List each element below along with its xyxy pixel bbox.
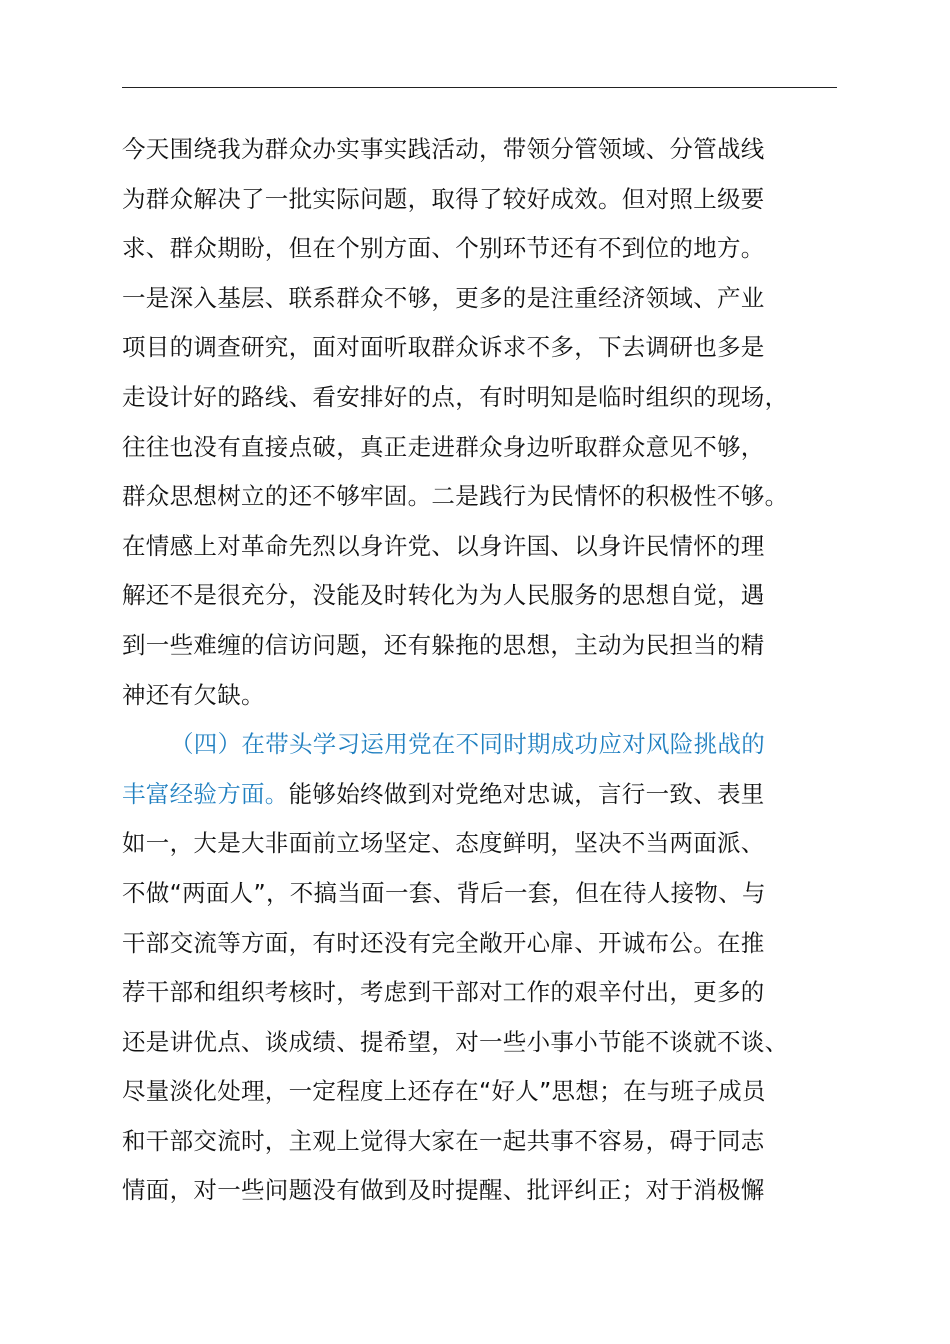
body-text-segment: 还是讲优点、谈成绩、提希望，对一些小事小节能不谈就不谈、 bbox=[122, 1027, 789, 1056]
text-line bbox=[122, 472, 862, 522]
text-line bbox=[122, 968, 862, 1018]
body-text-segment: 求、群众期盼，但在个别方面、个别环节还有不到位的地方。 bbox=[122, 234, 765, 263]
body-text-segment: 干部交流等方面，有时还没有完全敞开心扉、开诚布公。在推 bbox=[122, 928, 765, 957]
text-line bbox=[122, 373, 862, 423]
body-text-segment: 一是深入基层、联系群众不够，更多的是注重经济领域、产业 bbox=[122, 283, 765, 312]
text-line bbox=[122, 274, 862, 324]
text-line bbox=[122, 621, 862, 671]
text-line bbox=[122, 323, 862, 373]
text-line bbox=[122, 224, 862, 274]
header-rule bbox=[122, 87, 837, 88]
body-text-segment: 不做“两面人”，不搞当面一套、背后一套，但在待人接物、与 bbox=[122, 878, 766, 907]
body-text-segment: 神还有欠缺。 bbox=[122, 680, 265, 709]
text-line bbox=[122, 522, 862, 572]
section-heading-text: （四）在带头学习运用党在不同时期成功应对风险挑战的 bbox=[170, 730, 765, 759]
body-text-segment: 项目的调查研究，面对面听取群众诉求不多，下去调研也多是 bbox=[122, 333, 765, 362]
text-line bbox=[122, 125, 862, 175]
text-line bbox=[122, 175, 862, 225]
body-text-segment: 到一些难缠的信访问题，还有躲拖的思想，主动为民担当的精 bbox=[122, 630, 765, 659]
text-line bbox=[122, 720, 862, 770]
body-text-segment: 为群众解决了一批实际问题，取得了较好成效。但对照上级要 bbox=[122, 184, 765, 213]
body-text-segment: 和干部交流时，主观上觉得大家在一起共事不容易，碍于同志 bbox=[122, 1126, 765, 1155]
body-text-segment: 荐干部和组织考核时，考虑到干部对工作的艰辛付出，更多的 bbox=[122, 978, 765, 1007]
body-text-segment: 如一，大是大非面前立场坚定、态度鲜明，坚决不当两面派、 bbox=[122, 829, 765, 858]
section-heading-text: 丰富经验方面。 bbox=[122, 779, 289, 808]
text-line bbox=[122, 671, 862, 721]
text-line bbox=[122, 869, 862, 919]
body-text-segment: 解还不是很充分，没能及时转化为为人民服务的思想自觉，遇 bbox=[122, 581, 765, 610]
body-text-segment: 能够始终做到对党绝对忠诚，言行一致、表里 bbox=[288, 779, 765, 808]
body-text-segment: 走设计好的路线、看安排好的点，有时明知是临时组织的现场， bbox=[122, 382, 789, 411]
text-line bbox=[122, 770, 862, 820]
text-line bbox=[122, 919, 862, 969]
body-text-segment: 在情感上对革命先烈以身许党、以身许国、以身许民情怀的理 bbox=[122, 531, 765, 560]
body-text bbox=[122, 125, 862, 1216]
text-line bbox=[122, 1166, 862, 1216]
body-text-segment: 情面，对一些问题没有做到及时提醒、批评纠正；对于消极懈 bbox=[122, 1176, 765, 1205]
body-text-segment: 今天围绕我为群众办实事实践活动，带领分管领域、分管战线 bbox=[122, 135, 765, 163]
text-line bbox=[122, 1018, 862, 1068]
text-line bbox=[122, 1067, 862, 1117]
text-line bbox=[122, 1117, 862, 1167]
text-line bbox=[122, 571, 862, 621]
body-text-segment: 尽量淡化处理，一定程度上还存在“好人”思想；在与班子成员 bbox=[122, 1077, 766, 1106]
body-text-segment: 群众思想树立的还不够牢固。二是践行为民情怀的积极性不够。 bbox=[122, 482, 789, 511]
text-line bbox=[122, 819, 862, 869]
text-line bbox=[122, 423, 862, 473]
body-text-segment: 往往也没有直接点破，真正走进群众身边听取群众意见不够， bbox=[122, 432, 765, 461]
